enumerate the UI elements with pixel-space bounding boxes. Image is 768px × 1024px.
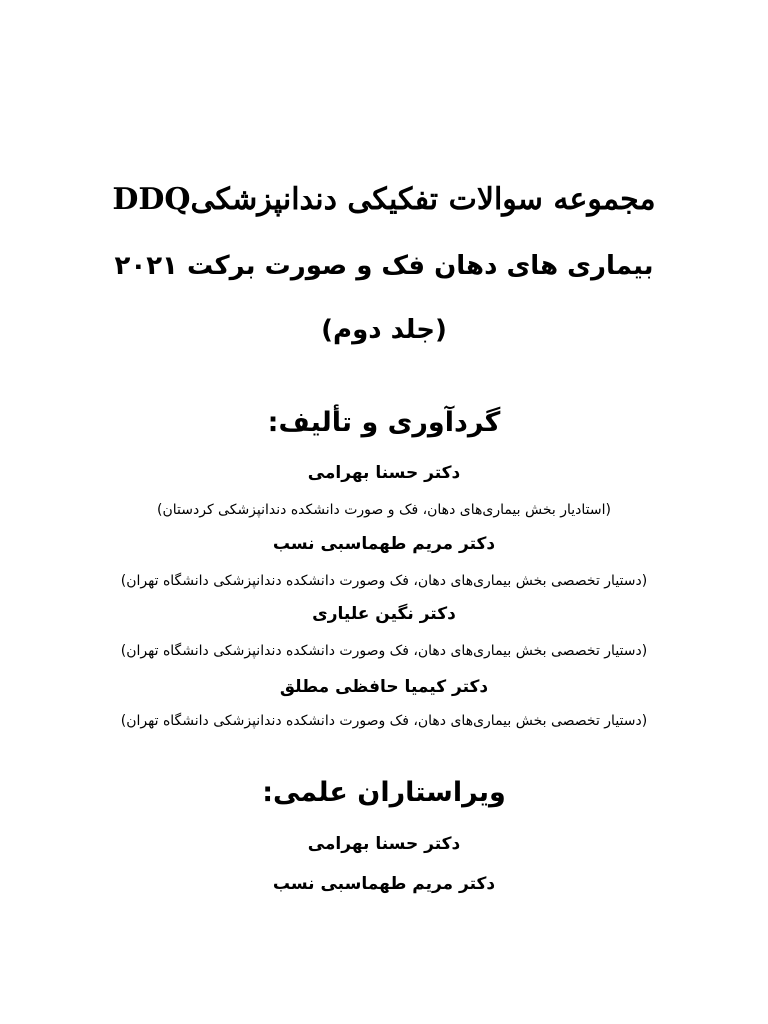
editor-name: دکتر حسنا بهرامی: [307, 834, 461, 854]
author-name: دکتر کیمیا حافظی مطلق: [279, 677, 489, 697]
book-subtitle: بیماری های دهان فک و صورت برکت ۲۰۲۱: [114, 251, 654, 281]
author-name: دکتر نگین علیاری: [312, 604, 456, 624]
author-name: دکتر مریم طهماسبی نسب: [272, 534, 496, 554]
authors-heading: گردآوری و تألیف:: [267, 407, 501, 438]
author-affiliation: (استادیار بخش بیماری‌های دهان، فک و صورت دانشکده دندانپزشکی کردستان): [157, 502, 611, 518]
book-title: مجموعه سوالات تفکیکی دندانپزشکیDDQ: [112, 182, 656, 217]
editors-heading: ویراستاران علمی:: [262, 777, 506, 808]
author-affiliation: (دستیار تخصصی بخش بیماری‌های دهان، فک وصورت دانشکده دندانپزشکی دانشگاه تهران): [120, 573, 648, 589]
author-affiliation: (دستیار تخصصی بخش بیماری‌های دهان، فک وصورت دانشکده دندانپزشکی دانشگاه تهران): [120, 713, 648, 729]
editor-name: دکتر مریم طهماسبی نسب: [272, 874, 496, 894]
author-affiliation: (دستیار تخصصی بخش بیماری‌های دهان، فک وصورت دانشکده دندانپزشکی دانشگاه تهران): [120, 643, 648, 659]
volume-label: (جلد دوم): [321, 315, 447, 345]
author-name: دکتر حسنا بهرامی: [307, 463, 461, 483]
